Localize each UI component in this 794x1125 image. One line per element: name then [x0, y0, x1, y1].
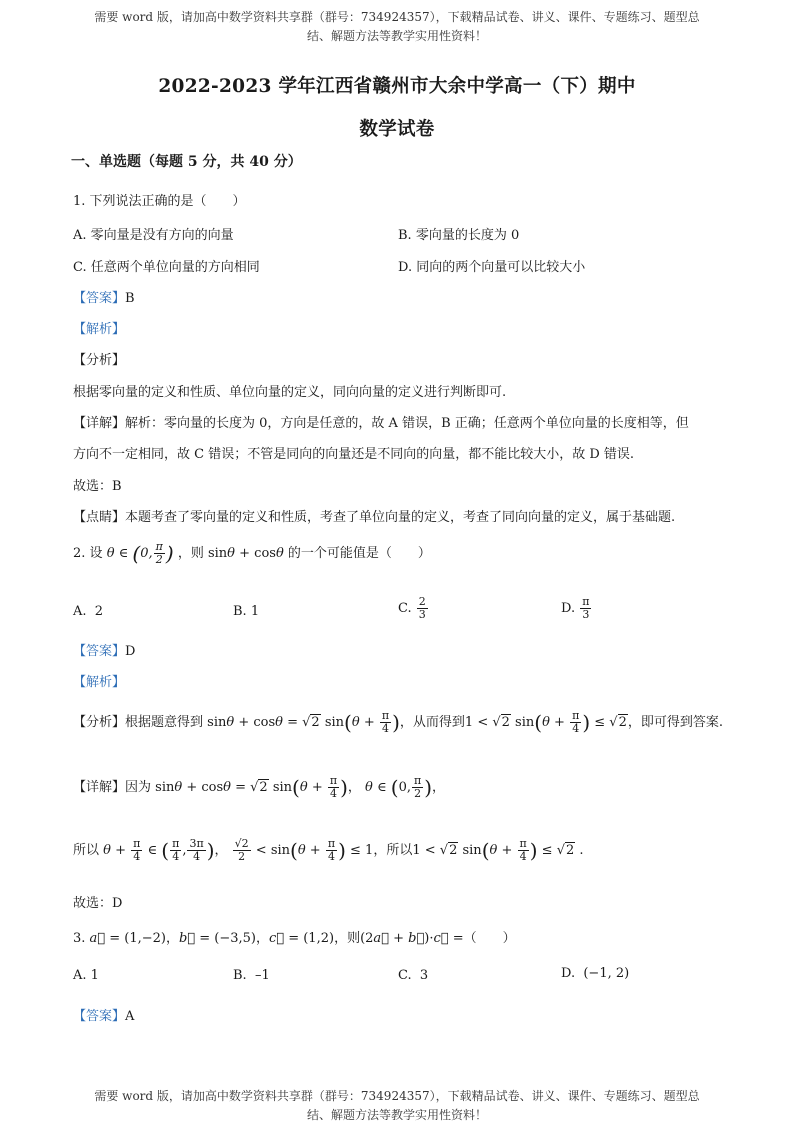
q2-analysis-formula-1: sinθ + cosθ = √2 sin(θ + $\frac{\pi}{4}$ )	[207, 709, 400, 735]
q2-option-c: C. $\frac{2}{3}$	[398, 595, 426, 621]
q2-answer-value: D	[125, 644, 136, 659]
q3-stem-prefix: 3.	[73, 931, 90, 946]
q1-detail-text1: 解析：零向量的长度为 0，方向是任意的，故 A 错误，B 正确；任意两个单位向量的长度相等，但	[125, 416, 689, 431]
promo-line-1: 需要 word 版，请加高中数学资料共享群（群号：734924357），下载精品试卷、讲义、课件、专题练习、题型总	[94, 10, 700, 24]
q3-answer-row	[73, 1005, 134, 1024]
q2-line3-formula-2: 1 < √2 sin(θ + $\frac{\pi}{4}$ ) ≤ √2 .	[412, 837, 584, 863]
q1-comment-row	[73, 506, 675, 525]
q3-option-c: C. 3	[398, 968, 429, 983]
q3-option-c-value: 3	[419, 968, 429, 983]
q1-comment-text: 本题考查了零向量的定义和性质，考查了单位向量的定义，考查了同向向量的定义，属于基础题.	[125, 510, 676, 525]
q3-option-d-value: (−1, 2)	[583, 966, 630, 981]
q3-option-b-value: –1	[254, 968, 270, 983]
q2-option-a-value: 2	[94, 604, 104, 619]
promo-banner-top	[40, 8, 754, 46]
promo-line-2: 结、解题方法等教学实用性资料！	[306, 29, 487, 43]
promo-banner-bottom	[40, 1087, 754, 1125]
exam-subtitle: 数学试卷	[359, 119, 435, 140]
q2-option-d-den: 3	[582, 608, 590, 621]
q1-option-d: D. 同向的两个向量可以比较大小	[398, 260, 586, 275]
guxuan-label: 故选：	[73, 479, 113, 494]
q2-line3-formula-1: θ + $\frac{\pi}{4}$ ∈ ( $\frac{\pi}{4}$ , $\frac{3\pi}{4}$ )， $\frac{√2}{2}$ < sin(θ + $\frac{\pi}{4}$ ) ≤ 1	[103, 837, 374, 863]
q3-option-a: A. 1	[73, 968, 99, 983]
q2-analysis-suffix: ，即可得到答案.	[627, 715, 723, 730]
q2-choice-row	[73, 892, 122, 911]
q2-line3-prefix: 所以	[73, 843, 100, 858]
q3-vectors-formula: a⃗ = (1,−2)，b⃗ = (−3,5)，c⃗ = (1,2)	[89, 931, 335, 946]
q2-stem-mid: ，则	[177, 546, 204, 561]
section-heading: 一、单选题（每题 5 分，共 40 分）	[71, 154, 302, 170]
q3-option-a-value: 1	[90, 968, 99, 983]
promo-line-1-bottom: 需要 word 版，请加高中数学资料共享群（群号：734924357），下载精品试卷、讲义、课件、专题练习、题型总	[94, 1089, 700, 1103]
fenxi-tag: 【分析】	[73, 715, 126, 730]
q1-option-c: C. 任意两个单位向量的方向相同	[73, 260, 260, 275]
exam-title: 2022-2023 学年江西省赣州市大余中学高一（下）期中	[158, 76, 636, 97]
q3-stem-suffix: ，则	[334, 931, 361, 946]
q2-detail-row-2	[73, 838, 584, 863]
q1-option-b: B. 零向量的长度为 0	[398, 228, 520, 243]
q2-stem	[73, 541, 431, 566]
q2-line3-mid: ，所以	[373, 843, 413, 858]
q2-formula-expr: sinθ + cosθ	[207, 546, 284, 561]
q3-stem-end: （ ）	[463, 931, 516, 946]
q1-jiexi-tag: 【解析】	[73, 322, 126, 337]
xiangjie-tag: 【详解】	[73, 780, 126, 795]
q2-option-b: B. 1	[233, 604, 260, 619]
q2-detail-prefix: 因为	[125, 780, 152, 795]
q3-option-b: B. –1	[233, 968, 270, 983]
answer-tag: 【答案】	[73, 291, 126, 306]
q1-answer-value: B	[125, 291, 135, 306]
answer-tag: 【答案】	[73, 1009, 126, 1024]
q2-analysis-formula-2: 1 < √2 sin(θ + $\frac{\pi}{4}$ ) ≤ √2	[464, 709, 627, 735]
q2-answer-row	[73, 640, 135, 659]
q2-detail-formula: sinθ + cosθ = √2 sin(θ + $\frac{\pi}{4}$ )， θ ∈ (0, $\frac{\pi}{2}$ )，	[155, 774, 446, 800]
q3-answer-value: A	[125, 1009, 135, 1024]
q2-detail-row	[73, 775, 445, 800]
q2-analysis-row	[73, 710, 723, 735]
q2-formula-domain: θ ∈ (0, $\frac{\pi}{2}$ )	[106, 540, 174, 566]
q1-fenxi-tag: 【分析】	[73, 353, 126, 368]
q1-answer-row	[73, 287, 135, 306]
q2-analysis-mid: ，从而得到	[399, 715, 465, 730]
q1-detail-line1	[73, 412, 689, 431]
q2-stem-prefix: 2. 设	[73, 546, 103, 561]
xiangjie-tag: 【详解】	[73, 416, 126, 431]
q1-detail-line2: 方向不一定相同，故 C 错误；不管是同向的向量还是不同向的向量，都不能比较大小，故 D 错误.	[73, 447, 635, 462]
q1-option-a: A. 零向量是没有方向的向量	[73, 228, 234, 243]
q2-option-b-value: 1	[250, 604, 260, 619]
q1-analysis: 根据零向量的定义和性质、单位向量的定义，同向向量的定义进行判断即可.	[73, 385, 507, 400]
q3-option-d: D. (−1, 2)	[561, 966, 630, 981]
q2-stem-suffix: 的一个可能值是（ ）	[287, 546, 431, 561]
answer-tag: 【答案】	[73, 644, 126, 659]
q2-jiexi-tag: 【解析】	[73, 675, 126, 690]
q2-option-d: D. $\frac{\pi}{3}$	[561, 595, 590, 621]
q2-option-a: A. 2	[73, 604, 104, 619]
q3-stem	[73, 927, 516, 946]
q3-expression-formula: (2a⃗ + b⃗)·c⃗ =	[360, 931, 464, 946]
q1-choice-value: B	[112, 479, 122, 494]
q2-option-c-den: 3	[418, 608, 426, 621]
guxuan-label: 故选：	[73, 896, 113, 911]
dianjing-tag: 【点睛】	[73, 510, 126, 525]
promo-line-2-bottom: 结、解题方法等教学实用性资料！	[306, 1108, 487, 1122]
q1-stem: 1. 下列说法正确的是（ ）	[73, 194, 246, 209]
q2-analysis-prefix: 根据题意得到	[125, 715, 204, 730]
q1-choice-row	[73, 475, 122, 494]
q2-option-d-num: π	[582, 595, 590, 608]
q2-option-c-num: 2	[418, 595, 426, 608]
q2-choice-value: D	[112, 896, 123, 911]
